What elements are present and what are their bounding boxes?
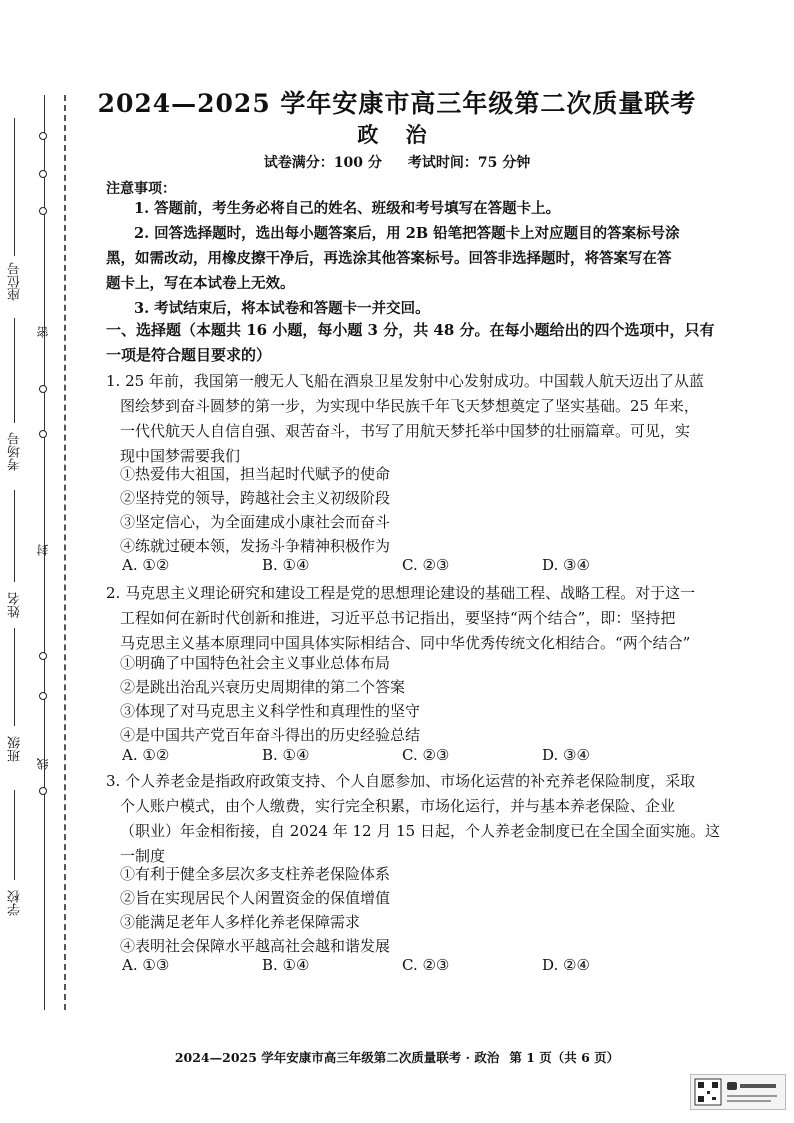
question-stem: 马克思主义基本原理同中国具体实际相结合、同中华优秀传统文化相结合。“两个结合” <box>120 634 691 652</box>
option-statement: ②坚持党的领导，跨越社会主义初级阶段 <box>120 489 391 507</box>
fill-line-room[interactable] <box>14 318 15 423</box>
choice-b: B. ①④ <box>262 956 310 974</box>
label-school: 学校 <box>8 890 23 916</box>
notice-item: 黑，如需改动，用橡皮擦干净后，再选涂其他答案标号。回答非选择题时，将答案写在答 <box>106 250 672 267</box>
choice-a: A. ①③ <box>122 956 170 974</box>
choice-c: C. ②③ <box>402 556 450 574</box>
option-statement: ④练就过硬本领，发扬斗争精神积极作为 <box>120 537 391 555</box>
qr-code-icon <box>691 1075 785 1109</box>
label-room-number: 考场号 <box>8 432 23 471</box>
option-statement: ④表明社会保障水平越高社会越和谐发展 <box>120 937 391 955</box>
binding-hole <box>39 652 47 660</box>
choice-d: D. ②④ <box>542 956 590 974</box>
page-footer <box>0 1048 794 1066</box>
choice-c: C. ②③ <box>402 956 450 974</box>
question-stem: 工程如何在新时代创新和推进，习近平总书记指出，要坚持“两个结合”，即：坚持把 <box>120 609 676 627</box>
option-statement: ④是中国共产党百年奋斗得出的历史经验总结 <box>120 726 421 744</box>
question-stem: 现中国梦需要我们 <box>120 447 241 465</box>
scanner-watermark <box>690 1074 786 1110</box>
option-statement: ①有利于健全多层次多支柱养老保险体系 <box>120 865 391 883</box>
question-stem: 个人账户模式，由个人缴费，实行完全积累，市场化运行，并与基本养老保险、企业 <box>120 797 676 815</box>
option-statement: ③体现了对马克思主义科学性和真理性的坚守 <box>120 702 421 720</box>
fill-line-school[interactable] <box>14 790 15 880</box>
question-stem: （职业）年金相衔接，自 2024 年 12 月 15 日起，个人养老金制度已在全国全面实施。这 <box>120 822 720 840</box>
binding-dashed-line <box>64 95 66 1010</box>
section-heading-cont: 一项是符合题目要求的） <box>106 346 272 364</box>
exam-title: 2024—2025 学年安康市高三年级第二次质量联考 <box>97 89 697 118</box>
binding-hole <box>39 385 47 393</box>
section-heading: 一、选择题（本题共 16 小题，每小题 3 分，共 48 分。在每小题给出的四个选项中，只有 <box>106 321 715 339</box>
question-stem: 2. 马克思主义理论研究和建设工程是党的思想理论建设的基础工程、战略工程。对于这一 <box>106 584 696 602</box>
choice-b: B. ①④ <box>262 556 310 574</box>
fill-line-class[interactable] <box>14 628 15 726</box>
label-name: 姓名 <box>8 592 23 618</box>
option-statement: ②旨在实现居民个人闲置资金的保值增值 <box>120 889 391 907</box>
choice-d: D. ③④ <box>542 746 590 764</box>
option-statement: ③能满足老年人多样化养老保障需求 <box>120 913 361 931</box>
question-stem: 3. 个人养老金是指政府政策支持、个人自愿参加、市场化运营的补充养老保险制度，采取 <box>106 772 696 790</box>
seal-mark-xian: 线 <box>36 758 50 770</box>
notice-heading: 注意事项： <box>106 181 176 197</box>
binding-hole <box>39 787 47 795</box>
seal-mark-feng: 封 <box>36 544 50 556</box>
exam-time: 考试时间：75 分钟 <box>407 155 531 171</box>
binding-hole <box>39 207 47 215</box>
notice-item: 2. 回答选择题时，选出每小题答案后，用 2B 铅笔把答题卡上对应题目的答案标号涂 <box>134 225 680 242</box>
footer-title: 2024—2025 学年安康市高三年级第二次质量联考 · 政治 <box>174 1050 500 1065</box>
exam-meta <box>0 152 794 172</box>
choice-c: C. ②③ <box>402 746 450 764</box>
question-stem: 一代代航天人自信自强、艰苦奋斗，书写了用航天梦托举中国梦的壮丽篇章。可见，实 <box>120 422 691 440</box>
binding-hole <box>39 692 47 700</box>
option-statement: ①热爱伟大祖国，担当起时代赋予的使命 <box>120 465 391 483</box>
page-number: 第 1 页（共 6 页） <box>509 1050 620 1065</box>
question-stem: 一制度 <box>120 847 166 865</box>
option-statement: ①明确了中国特色社会主义事业总体布局 <box>120 654 391 672</box>
seal-mark-mi: 密 <box>36 326 50 338</box>
question-stem: 1. 25 年前，我国第一艘无人飞船在酒泉卫星发射中心发射成功。中国载人航天迈出了从蓝 <box>106 372 704 390</box>
fill-line-name[interactable] <box>14 490 15 582</box>
choice-b: B. ①④ <box>262 746 310 764</box>
full-score: 试卷满分：100 分 <box>263 155 382 171</box>
label-seat-number: 座位号 <box>8 262 23 301</box>
choice-a: A. ①② <box>122 746 170 764</box>
choice-a: A. ①② <box>122 556 170 574</box>
label-class: 班级 <box>8 736 23 762</box>
option-statement: ②是跳出治乱兴衰历史周期律的第二个答案 <box>120 678 406 696</box>
subject-title: 政 治 <box>357 122 437 147</box>
binding-hole <box>39 430 47 438</box>
notice-item: 1. 答题前，考生务必将自己的姓名、班级和考号填写在答题卡上。 <box>134 200 561 217</box>
notice-item: 3. 考试结束后，将本试卷和答题卡一并交回。 <box>134 300 430 317</box>
option-statement: ③坚定信心，为全面建成小康社会而奋斗 <box>120 513 391 531</box>
notice-item: 题卡上，写在本试卷上无效。 <box>106 275 295 292</box>
question-stem: 图绘梦到奋斗圆梦的第一步，为实现中华民族千年飞天梦想奠定了坚实基础。25 年来， <box>120 397 699 415</box>
choice-d: D. ③④ <box>542 556 590 574</box>
